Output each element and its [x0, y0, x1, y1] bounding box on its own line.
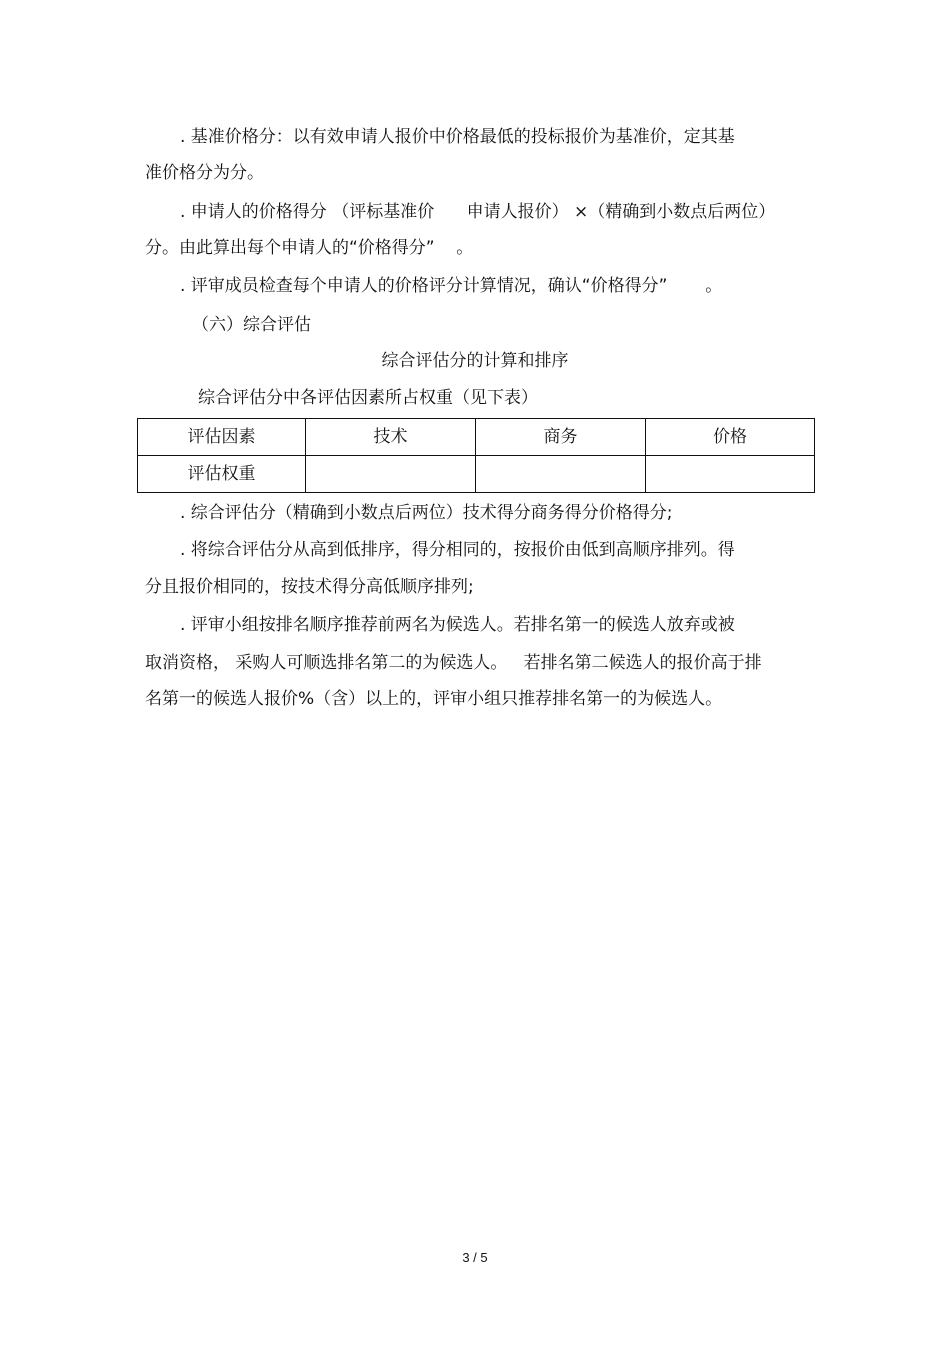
paragraph-review-check: . 评审成员检查每个申请人的价格评分计算情况，确认“价格得分” 。 [180, 276, 723, 296]
paragraph-base-price-line2: 准价格分为分。 [145, 163, 264, 183]
table-header-cell: 价格 [646, 419, 815, 456]
table-header-cell: 技术 [306, 419, 476, 456]
section-heading: （六）综合评估 [192, 315, 311, 335]
table-header-row [138, 419, 815, 456]
table-cell [306, 456, 476, 493]
weights-table [137, 418, 815, 493]
table-header-cell: 评估因素 [138, 419, 306, 456]
table-cell [646, 456, 815, 493]
paragraph-price-score-line2: 分。由此算出每个申请人的“价格得分” 。 [145, 238, 474, 258]
paragraph-composite-score: . 综合评估分（精确到小数点后两位）技术得分商务得分价格得分; [180, 503, 673, 523]
table-row [138, 456, 815, 493]
table-caption: 综合评估分中各评估因素所占权重（见下表） [198, 388, 538, 408]
paragraph-recommend-line1: . 评审小组按排名顺序推荐前两名为候选人。若排名第一的候选人放弃或被 [180, 615, 735, 635]
paragraph-recommend-line2: 取消资格， 采购人可顺选排名第二的为候选人。 若排名第二候选人的报价高于排 [145, 653, 762, 673]
paragraph-recommend-line3: 名第一的候选人报价%（含）以上的，评审小组只推荐排名第一的为候选人。 [145, 689, 723, 709]
table-header-cell: 商务 [476, 419, 646, 456]
paragraph-price-score-line1: . 申请人的价格得分 （评标基准价 申请人报价） ×（精确到小数点后两位） [180, 202, 776, 222]
paragraph-ranking-line2: 分且报价相同的，按技术得分高低顺序排列; [145, 577, 474, 597]
table-cell [476, 456, 646, 493]
table-cell: 评估权重 [138, 456, 306, 493]
paragraph-ranking-line1: . 将综合评估分从高到低排序，得分相同的，按报价由低到高顺序排列。得 [180, 540, 735, 560]
subheading: 综合评估分的计算和排序 [381, 351, 569, 371]
paragraph-base-price-line1: . 基准价格分：以有效申请人报价中价格最低的投标报价为基准价，定其基 [180, 127, 735, 147]
page-number: 3 / 5 [462, 1250, 488, 1265]
